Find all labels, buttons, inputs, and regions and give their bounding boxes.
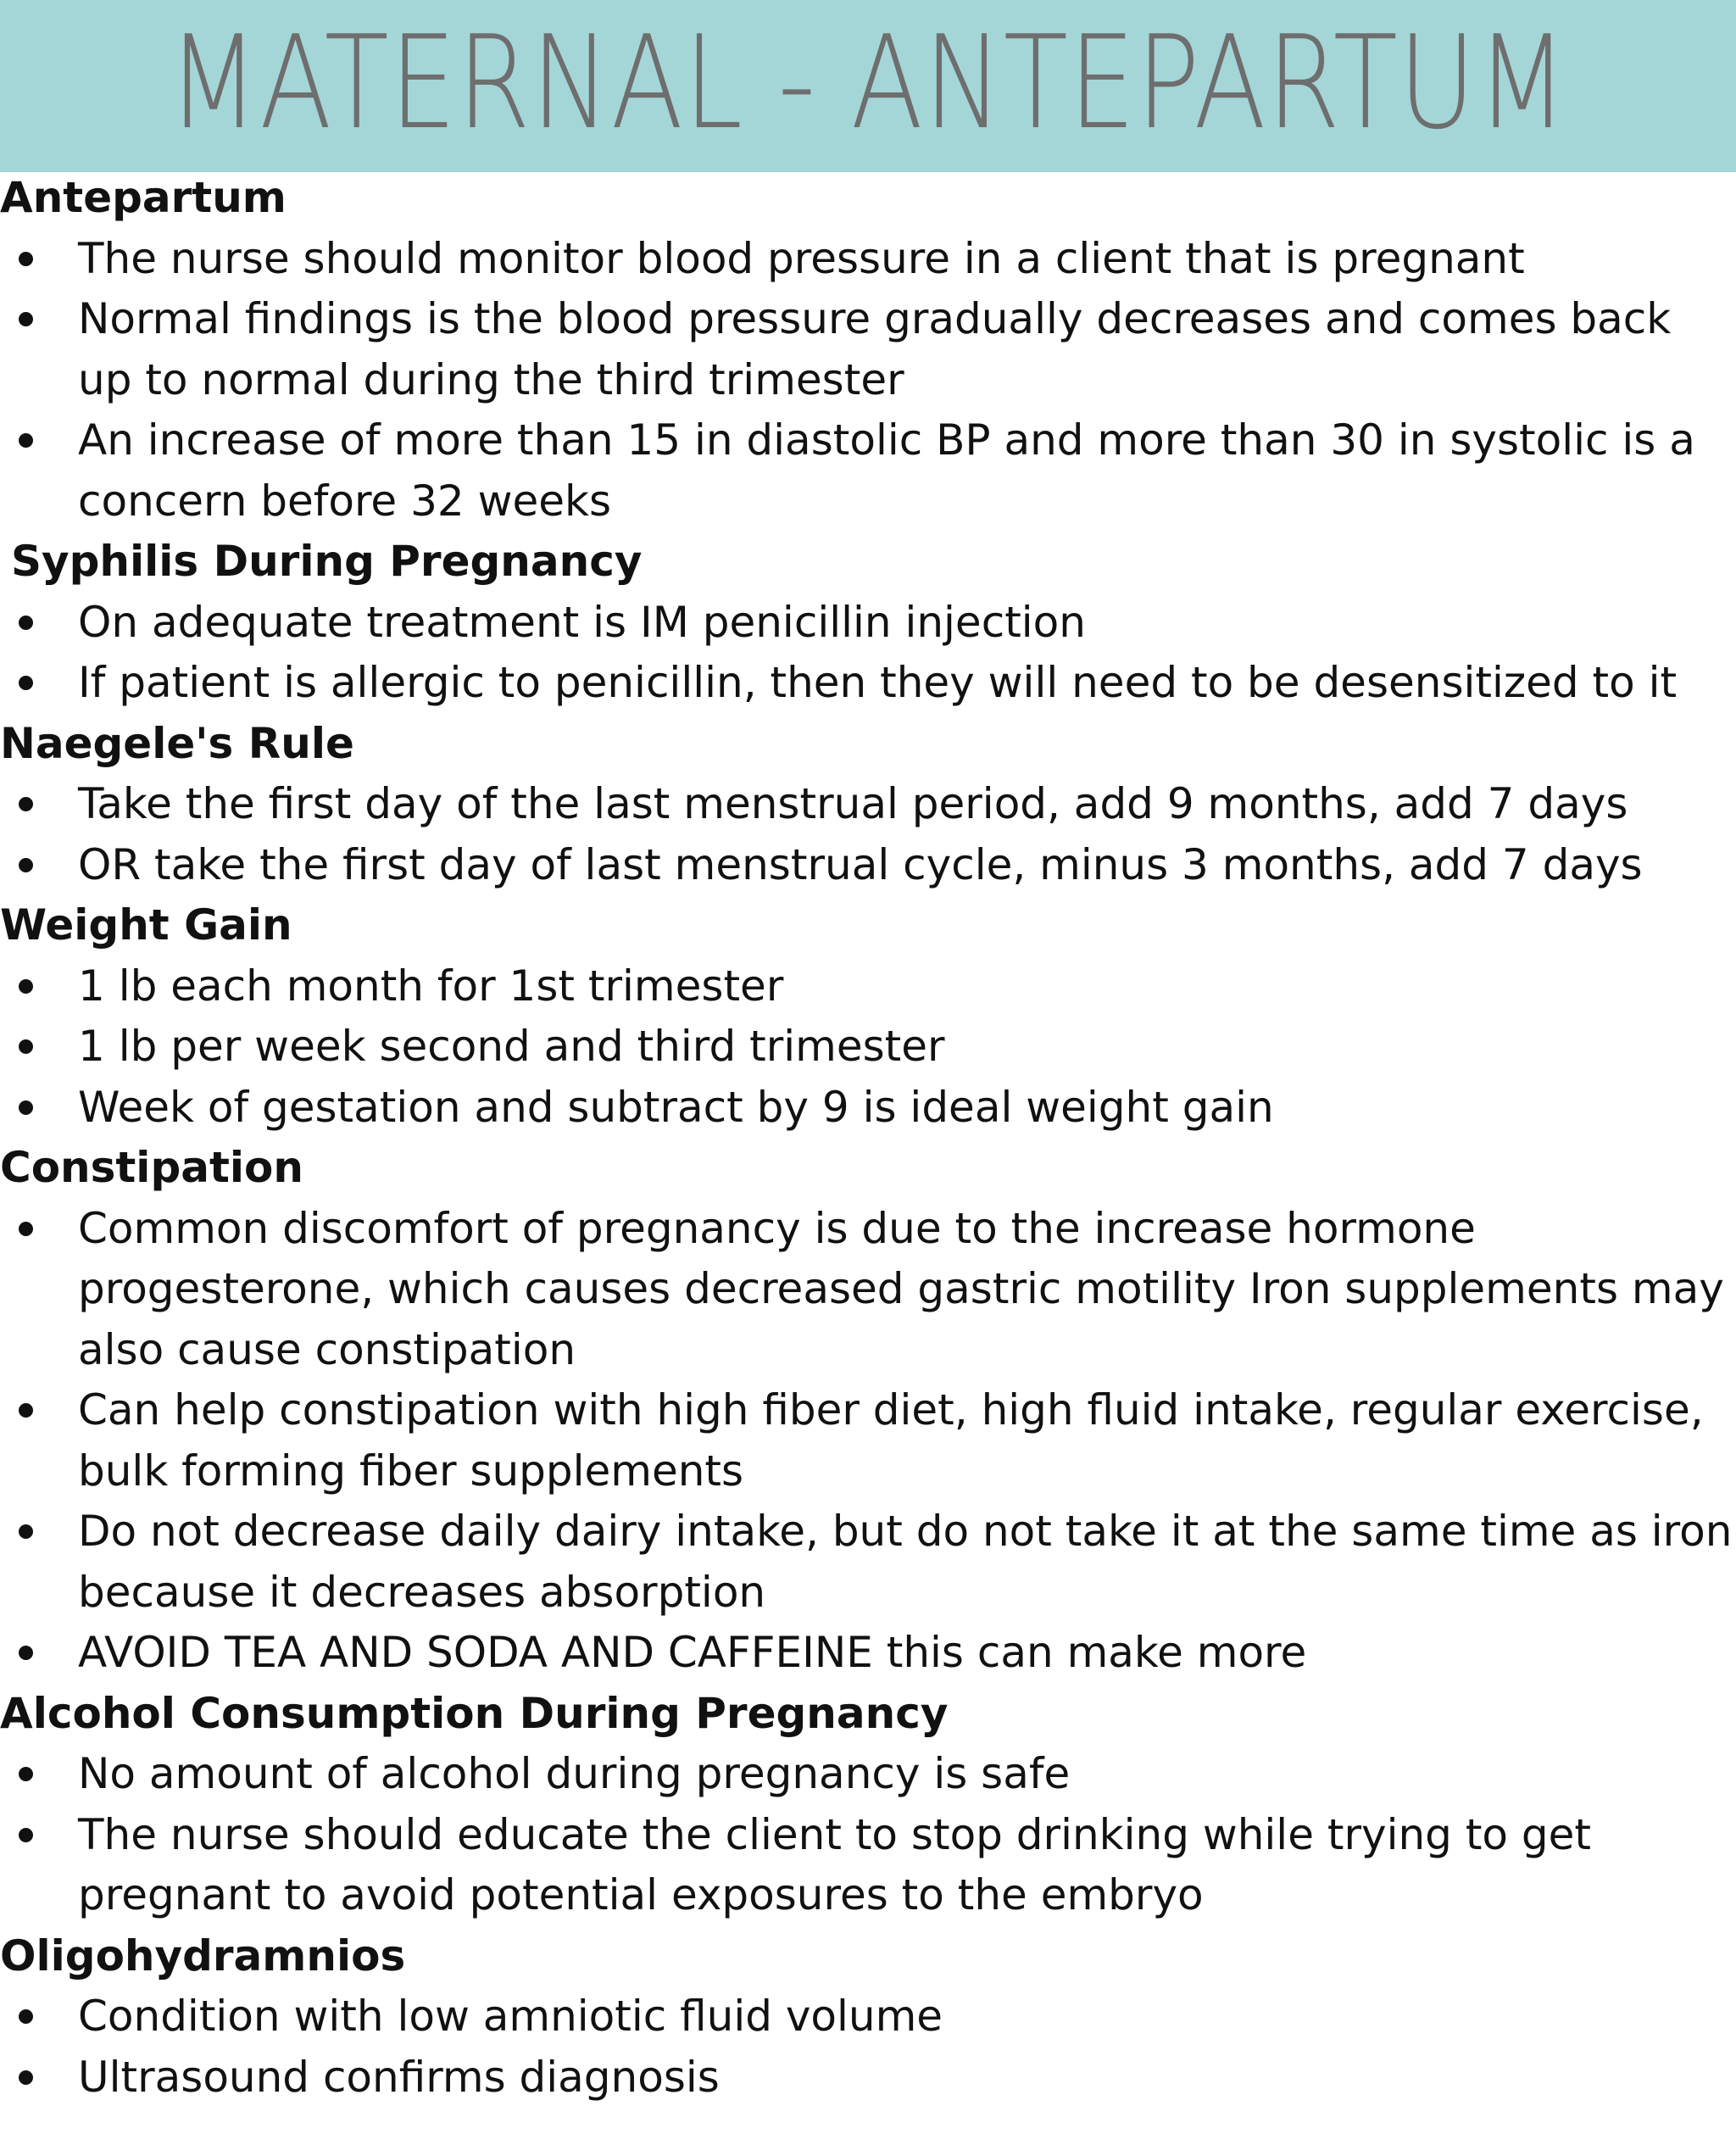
list-item — [0, 1502, 1736, 1623]
bullet-icon — [19, 616, 33, 630]
list-item-text: The nurse should monitor blood pressure in a client that is pregnant — [78, 233, 1525, 283]
bullet-list — [0, 1199, 1736, 1684]
list-item — [0, 1744, 1736, 1805]
list-item-text: Do not decrease daily dairy intake, but do not take it at the same time as iron because it decreases absorption — [78, 1507, 1733, 1617]
list-item-text: The nurse should educate the client to stop drinking while trying to get pregnant to avoid potential exposures to the embryo — [78, 1809, 1592, 1919]
section-naegeles-rule — [0, 714, 1736, 896]
list-item-text: Ultrasound confirms diagnosis — [78, 2052, 720, 2102]
list-item-text: 1 lb each month for 1st trimester — [78, 961, 784, 1011]
list-item — [0, 1623, 1736, 1684]
list-item-text: If patient is allergic to penicillin, then they will need to be desensitized to it — [78, 658, 1678, 707]
list-item-text: On adequate treatment is IM penicillin injection — [78, 597, 1086, 647]
section-heading: Naegele's Rule — [0, 718, 354, 768]
list-item — [0, 835, 1736, 896]
section-oligohydramnios — [0, 1926, 1736, 2109]
list-item — [0, 1017, 1736, 1078]
bullet-icon — [19, 1767, 33, 1781]
bullet-list — [0, 1986, 1736, 2108]
list-item — [0, 2048, 1736, 2109]
section-heading: Constipation — [0, 1143, 303, 1192]
bullet-icon — [19, 979, 33, 994]
list-item-text: No amount of alcohol during pregnancy is safe — [78, 1749, 1071, 1798]
title-banner — [0, 0, 1736, 172]
bullet-icon — [19, 2070, 33, 2085]
section-heading: Oligohydramnios — [0, 1930, 406, 1981]
list-item-text: An increase of more than 15 in diastolic BP and more than 30 in systolic is a concern before 32 weeks — [78, 415, 1695, 526]
list-item — [0, 1078, 1736, 1139]
list-item-text: OR take the first day of last menstrual cycle, minus 3 months, add 7 days — [78, 839, 1643, 889]
list-item — [0, 1199, 1736, 1381]
section-antepartum — [0, 168, 1736, 532]
section-syphilis — [0, 532, 1736, 714]
bullet-icon — [19, 1039, 33, 1054]
list-item — [0, 289, 1736, 410]
page-title: MATERNAL - ANTEPARTUM — [167, 8, 1569, 158]
bullet-icon — [19, 1646, 33, 1660]
list-item-text: Normal findings is the blood pressure gradually decreases and comes back up to normal during the third trimester — [78, 294, 1672, 404]
list-item — [0, 956, 1736, 1017]
list-item — [0, 410, 1736, 532]
bullet-icon — [19, 1100, 33, 1115]
list-item — [0, 653, 1736, 714]
bullet-list — [0, 774, 1736, 895]
list-item — [0, 1380, 1736, 1502]
bullet-icon — [19, 433, 33, 448]
bullet-list — [0, 229, 1736, 532]
list-item — [0, 229, 1736, 290]
list-item-text: 1 lb per week second and third trimester — [78, 1022, 945, 1071]
section-heading: Alcohol Consumption During Pregnancy — [0, 1688, 949, 1738]
bullet-icon — [19, 1524, 33, 1539]
bullet-icon — [19, 676, 33, 690]
list-item-text: Take the first day of the last menstrual period, add 9 months, add 7 days — [78, 779, 1628, 828]
list-item — [0, 593, 1736, 654]
section-weight-gain — [0, 895, 1736, 1138]
bullet-icon — [19, 312, 33, 326]
section-heading: Syphilis During Pregnancy — [11, 537, 643, 586]
bullet-icon — [19, 797, 33, 811]
list-item — [0, 1986, 1736, 2048]
list-item-text: AVOID TEA AND SODA AND CAFFEINE this can make more — [78, 1628, 1307, 1677]
section-heading: Antepartum — [0, 173, 287, 222]
list-item-text: Can help constipation with high fiber diet, high fluid intake, regular exercise, bulk forming fiber supplements — [78, 1385, 1704, 1496]
section-alcohol-consumption — [0, 1684, 1736, 1926]
list-item-text: Condition with low amniotic fluid volume — [78, 1992, 943, 2041]
bullet-icon — [19, 252, 33, 266]
bullet-icon — [19, 858, 33, 872]
bullet-icon — [19, 2009, 33, 2024]
section-heading: Weight Gain — [0, 900, 292, 950]
section-constipation — [0, 1138, 1736, 1684]
list-item-text: Common discomfort of pregnancy is due to the increase hormone progesterone, which causes decreased gastric motility Iron supplements may also cause constipation — [78, 1203, 1724, 1374]
list-item — [0, 774, 1736, 835]
list-item-text: Week of gestation and subtract by 9 is ideal weight gain — [78, 1082, 1274, 1132]
list-item — [0, 1805, 1736, 1926]
bullet-list — [0, 1744, 1736, 1926]
bullet-list — [0, 593, 1736, 714]
bullet-icon — [19, 1828, 33, 1842]
document-body — [0, 168, 1736, 2108]
bullet-icon — [19, 1222, 33, 1236]
bullet-list — [0, 956, 1736, 1139]
bullet-icon — [19, 1403, 33, 1418]
